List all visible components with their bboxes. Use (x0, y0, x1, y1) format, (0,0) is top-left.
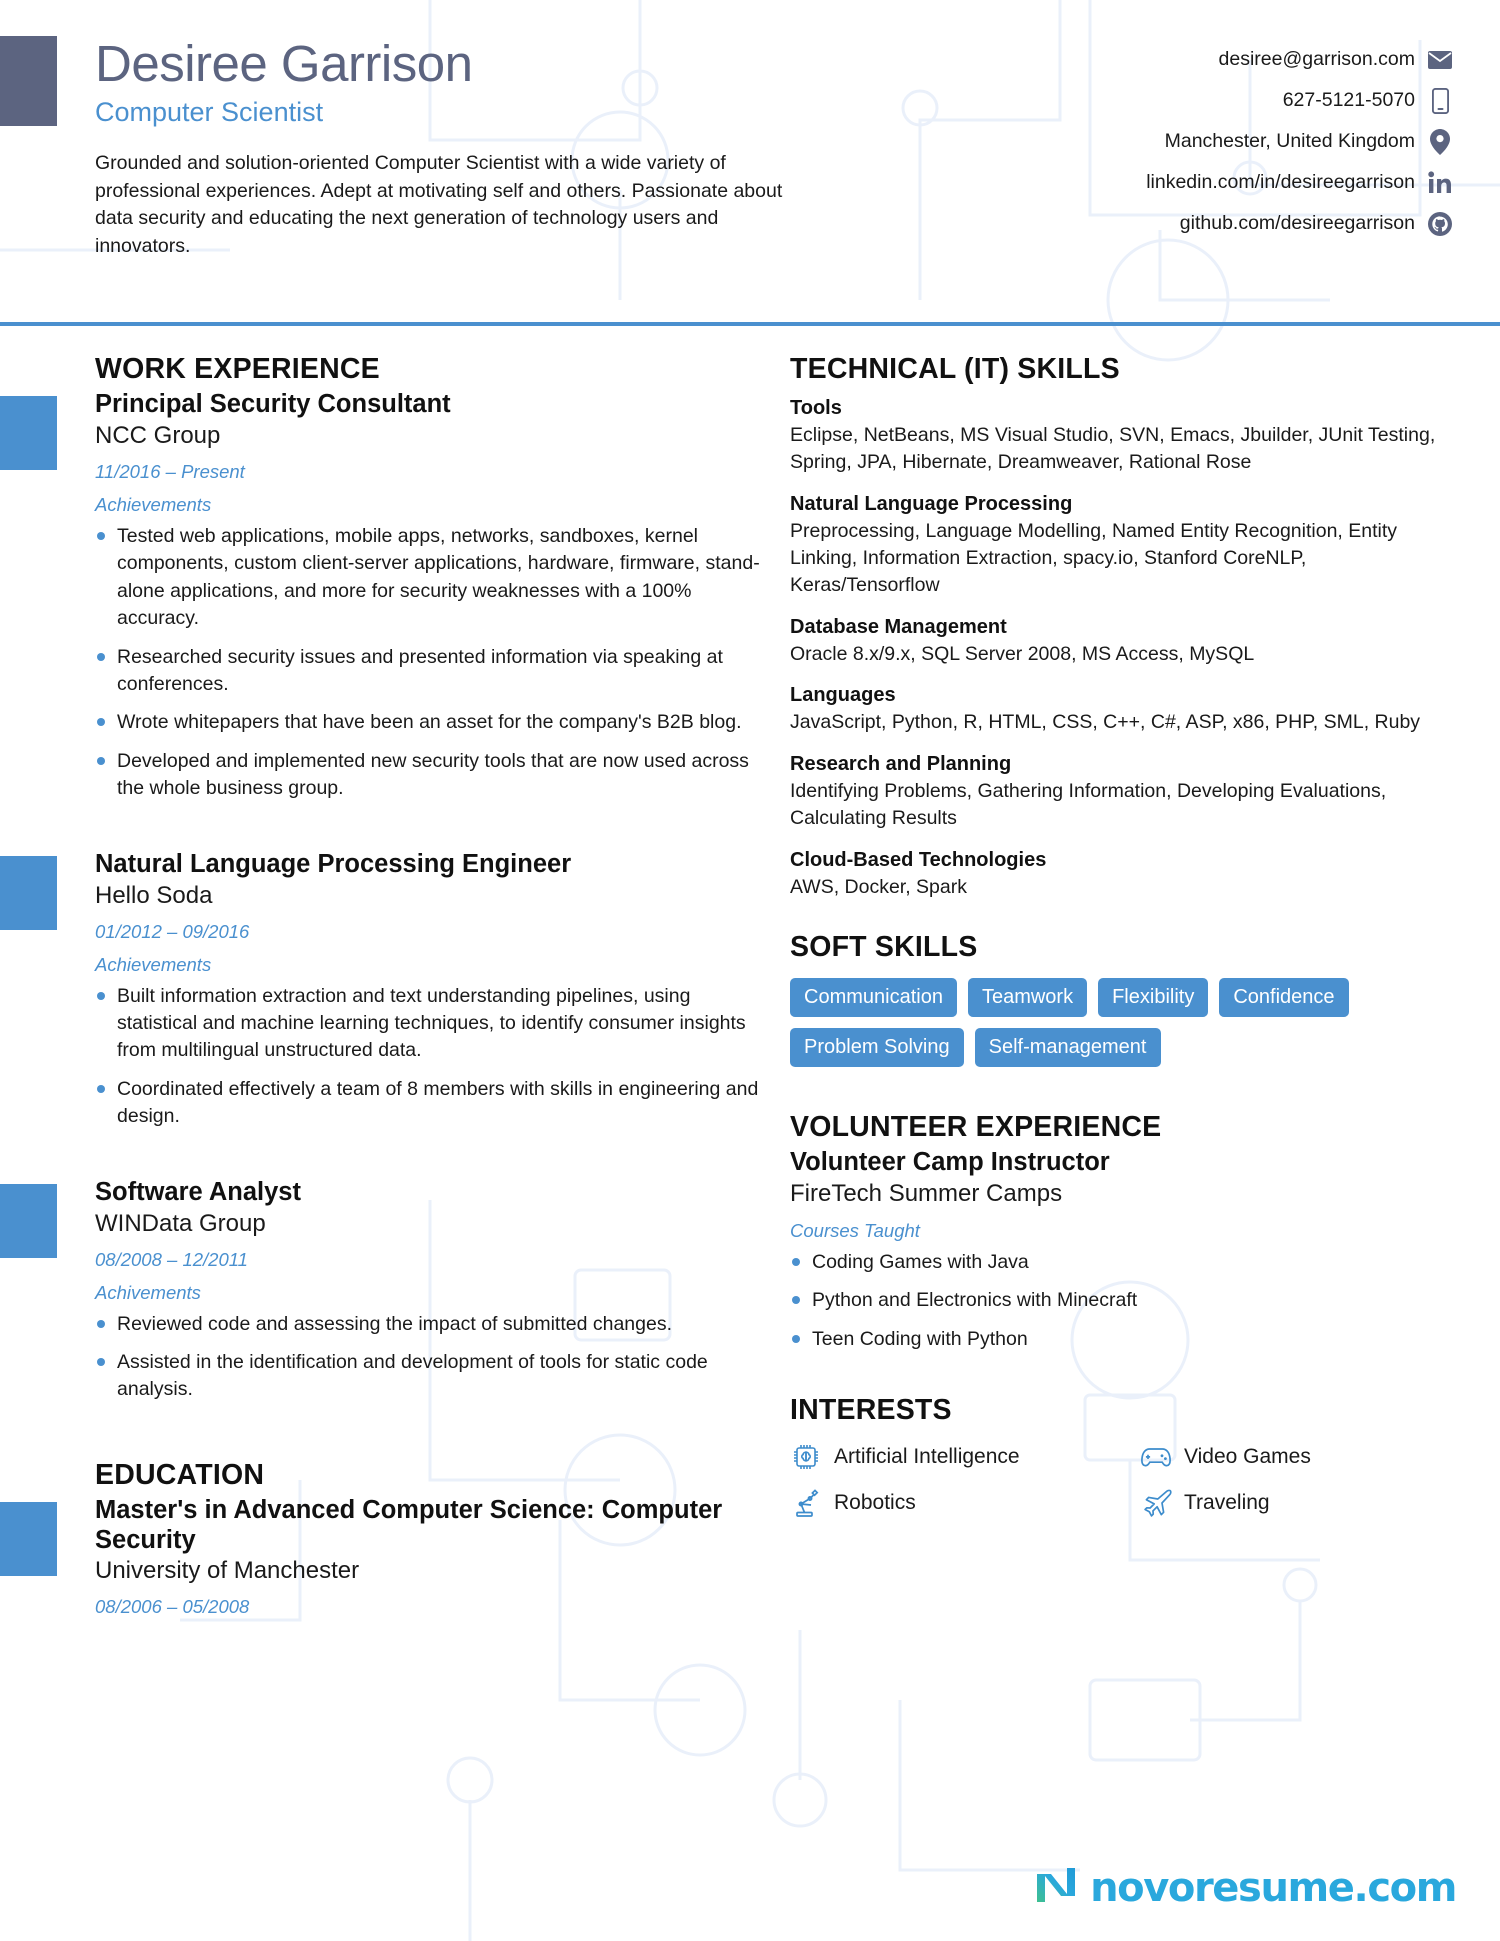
status-badge: Confidence (1219, 978, 1348, 1017)
work-entry (95, 850, 760, 1131)
skill-group-value: AWS, Docker, Spark (790, 876, 967, 899)
section-title-interests: INTERESTS (790, 1394, 952, 1427)
status-badge: Teamwork (968, 978, 1087, 1017)
entry-accent-bar (0, 1502, 57, 1576)
interest-item (790, 1441, 1140, 1473)
section-title-soft-skills: SOFT SKILLS (790, 931, 978, 964)
page-title: Desiree Garrison (95, 35, 473, 92)
skill-group-label: Languages (790, 684, 896, 707)
work-dates: 08/2008 – 12/2011 (95, 1248, 248, 1270)
work-achievements-label: Achievements (95, 953, 212, 975)
work-job-title: Natural Language Processing Engineer (95, 849, 572, 878)
skill-group (790, 397, 1455, 476)
interest-label: Video Games (1184, 1445, 1311, 1469)
list-item: Researched security issues and presented information via speaking at conferences. (95, 644, 760, 699)
contact-item-phone[interactable] (1032, 85, 1452, 116)
status-badge: Communication (790, 978, 957, 1017)
skill-group-value: Oracle 8.x/9.x, SQL Server 2008, MS Access, MySQL (790, 642, 1255, 665)
skill-group-label: Research and Planning (790, 753, 1012, 776)
volunteer-courses-list (790, 1249, 1455, 1353)
work-company: NCC Group (95, 421, 221, 449)
skill-group (790, 753, 1455, 832)
entry-accent-bar (0, 396, 57, 470)
list-item: Coding Games with Java (790, 1249, 1455, 1276)
contact-location-text: Manchester, United Kingdom (1164, 130, 1415, 152)
linkedin-icon (1428, 170, 1452, 196)
list-item: Assisted in the identification and development of tools for static code analysis. (95, 1349, 760, 1404)
work-dates: 01/2012 – 09/2016 (95, 920, 250, 942)
header-divider (0, 322, 1500, 326)
list-item: Coordinated effectively a team of 8 members with skills in engineering and design. (95, 1076, 760, 1131)
list-item: Teen Coding with Python (790, 1326, 1455, 1353)
contact-phone-text: 627-5121-5070 (1282, 89, 1415, 111)
email-icon (1428, 47, 1452, 73)
skill-group-label: Database Management (790, 615, 1007, 638)
section-title-work-experience: WORK EXPERIENCE (95, 353, 380, 385)
education-dates: 08/2006 – 05/2008 (95, 1596, 250, 1618)
resume-header (0, 0, 1500, 325)
work-company: WINData Group (95, 1209, 266, 1237)
novoresume-logo-text: novoresume.com (1090, 1864, 1456, 1911)
interest-label: Artificial Intelligence (834, 1445, 1020, 1469)
list-item: Wrote whitepapers that have been an asset for the company's B2B blog. (95, 709, 760, 736)
contact-github-text: github.com/desireegarrison (1179, 212, 1415, 234)
contact-email-text: desiree@garrison.com (1218, 48, 1415, 70)
right-column (790, 353, 1500, 1618)
contact-item-github[interactable] (1032, 208, 1452, 239)
section-title-volunteer-experience: VOLUNTEER EXPERIENCE (790, 1111, 1162, 1144)
interest-label: Robotics (834, 1491, 916, 1515)
list-item: Built information extraction and text understanding pipelines, using statistical and machine learning techniques, to identify consumer insights from multilingual unstructured data. (95, 983, 760, 1065)
work-dates: 11/2016 – Present (95, 460, 245, 482)
list-item: Python and Electronics with Minecraft (790, 1287, 1455, 1314)
soft-skills-badges (790, 978, 1430, 1067)
skill-group-value: Preprocessing, Language Modelling, Named Entity Recognition, Entity Linking, Information Extraction, spacy.io, Stanford CoreNLP, Keras/Tensorflow (790, 519, 1398, 596)
interest-item (1140, 1487, 1455, 1519)
header-accent-square (0, 36, 57, 126)
work-entry (95, 1178, 760, 1404)
contact-item-linkedin[interactable] (1032, 167, 1452, 198)
skill-group (790, 616, 1455, 668)
list-item: Developed and implemented new security tools that are now used across the whole business group. (95, 748, 760, 803)
volunteer-entry (790, 1148, 1455, 1353)
ai-chip-icon (790, 1441, 822, 1473)
status-badge: Problem Solving (790, 1028, 964, 1067)
work-achievements-list (95, 523, 760, 803)
robot-arm-icon (790, 1487, 822, 1519)
skill-group-value: JavaScript, Python, R, HTML, CSS, C++, C#, ASP, x86, PHP, SML, Ruby (790, 711, 1421, 734)
entry-accent-bar (0, 1184, 57, 1258)
volunteer-role: Volunteer Camp Instructor (790, 1148, 1110, 1177)
work-entry (95, 390, 760, 803)
skill-group (790, 684, 1455, 736)
interests-grid (790, 1441, 1455, 1519)
contact-item-email[interactable] (1032, 44, 1452, 75)
education-degree: Master's in Advanced Computer Science: Computer Security (95, 1495, 723, 1554)
job-title: Computer Scientist (95, 97, 324, 128)
status-badge: Flexibility (1098, 978, 1208, 1017)
interest-label: Traveling (1184, 1491, 1270, 1515)
work-job-title: Software Analyst (95, 1177, 301, 1206)
interest-item (790, 1487, 1140, 1519)
novoresume-logo-mark (1033, 1864, 1079, 1911)
work-company: Hello Soda (95, 881, 213, 909)
skill-group (790, 849, 1455, 901)
skill-group (790, 493, 1455, 599)
skill-group-value: Eclipse, NetBeans, MS Visual Studio, SVN, Emacs, Jbuilder, JUnit Testing, Spring, JPA, Hibernate, Dreamweaver, Rational Rose (790, 424, 1436, 473)
name-block (95, 36, 815, 261)
entry-accent-bar (0, 856, 57, 930)
volunteer-courses-label: Courses Taught (790, 1219, 920, 1241)
interest-item (1140, 1441, 1455, 1473)
contact-details (1032, 44, 1452, 239)
airplane-icon (1140, 1487, 1172, 1519)
contact-linkedin-text: linkedin.com/in/desireegarrison (1146, 171, 1415, 193)
location-pin-icon (1428, 129, 1452, 155)
list-item: Reviewed code and assessing the impact of submitted changes. (95, 1311, 760, 1338)
work-achievements-list (95, 983, 760, 1131)
status-badge: Self-management (975, 1028, 1161, 1067)
education-entry (95, 1496, 760, 1618)
github-icon (1428, 211, 1452, 237)
list-item: Tested web applications, mobile apps, networks, sandboxes, kernel components, custom client-server applications, hardware, firmware, stand-alone applications, and more for security weaknesses with a 100% accuracy. (95, 523, 760, 633)
left-column (0, 353, 790, 1618)
volunteer-organization: FireTech Summer Camps (790, 1179, 1063, 1207)
work-achievements-label: Achievements (95, 493, 212, 515)
novoresume-logo[interactable] (1033, 1864, 1456, 1911)
work-achievements-list (95, 1311, 760, 1404)
skill-group-label: Cloud-Based Technologies (790, 849, 1047, 872)
contact-item-location[interactable] (1032, 126, 1452, 157)
skill-group-value: Identifying Problems, Gathering Information, Developing Evaluations, Calculating Results (790, 780, 1387, 830)
professional-summary: Grounded and solution-oriented Computer Scientist with a wide variety of professional experiences. Adept at motivating self and others. Passionate about data security and educating the next generation of technology users and innovators. (95, 152, 783, 258)
education-school: University of Manchester (95, 1557, 360, 1585)
skill-group-label: Tools (790, 397, 842, 419)
gamepad-icon (1140, 1441, 1172, 1473)
work-achievements-label: Achivements (95, 1281, 201, 1303)
phone-icon (1428, 88, 1452, 114)
section-title-technical-skills: TECHNICAL (IT) SKILLS (790, 353, 1120, 385)
work-job-title: Principal Security Consultant (95, 390, 451, 418)
skill-group-label: Natural Language Processing (790, 492, 1073, 515)
section-title-education: EDUCATION (95, 1458, 265, 1491)
